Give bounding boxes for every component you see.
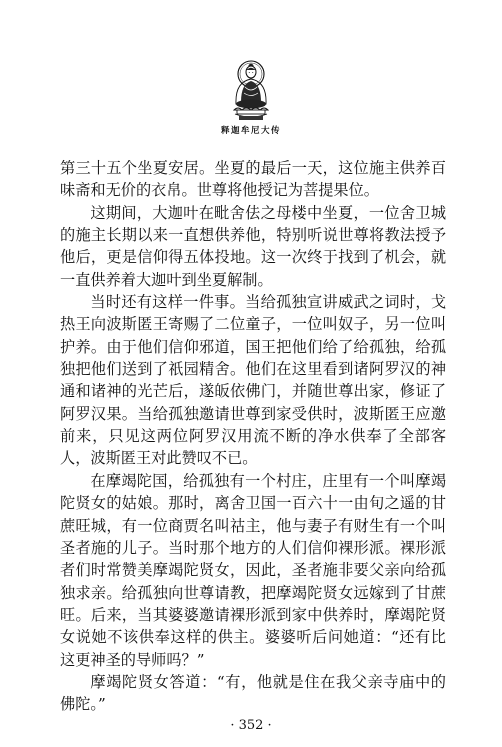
paragraph: 这期间，大迦叶在毗舍佉之母楼中坐夏，一位舍卫城的施主长期以来一直想供养他，特别听说世尊将教法授予他后，更是信仰得五体投地。这一次终于找到了机会，就一直供养着大迦叶到坐夏解制。 [60,203,446,289]
body-text [60,157,446,716]
seated-buddha-icon [229,58,273,122]
paragraph: 在摩竭陀国，给孤独有一个村庄，庄里有一个叫摩竭陀贤女的姑娘。那时，离舍卫国一百六十一由旬之遥的甘蔗旺城，有一位商贾名叫祜主，他与妻子有财生有一个叫圣者施的儿子。当时那个地方的人们信仰裸形派。裸形派者们时常赞美摩竭陀贤女，因此，圣者施非要父亲向给孤独求亲。给孤独向世尊请教，把摩竭陀贤女远嫁到了甘蔗旺。后来，当其婆婆邀请裸形派到家中供养时，摩竭陀贤女说她不该供奉这样的供主。婆婆听后问她道：“还有比这更神圣的导师吗？” [60,471,446,669]
page-header [0,58,502,136]
running-title: 释迦牟尼大传 [220,126,281,136]
paragraph: 当时还有这样一件事。当给孤独宣讲威武之词时，戈热王向波斯匿王寄赐了二位童子，一位叫奴子，另一位叫护养。由于他们信仰邪道，国王把他们给了给孤独，给孤独把他们送到了祇园精舍。他们在这里看到诸阿罗汉的神通和诸神的光芒后，遂皈依佛门，并随世尊出家，修证了阿罗汉果。当给孤独邀请世尊到家受供时，波斯匿王应邀前来，只见这两位阿罗汉用流不断的净水供奉了全部客人，波斯匿王对此赞叹不已。 [60,293,446,468]
page-number: · 352 · [230,718,272,733]
paragraph: 摩竭陀贤女答道：“有，他就是住在我父亲寺庙中的佛陀。” [60,672,446,714]
paragraph: 第三十五个坐夏安居。坐夏的最后一天，这位施主供养百味斋和无价的衣帛。世尊将他授记为菩提果位。 [60,159,446,200]
